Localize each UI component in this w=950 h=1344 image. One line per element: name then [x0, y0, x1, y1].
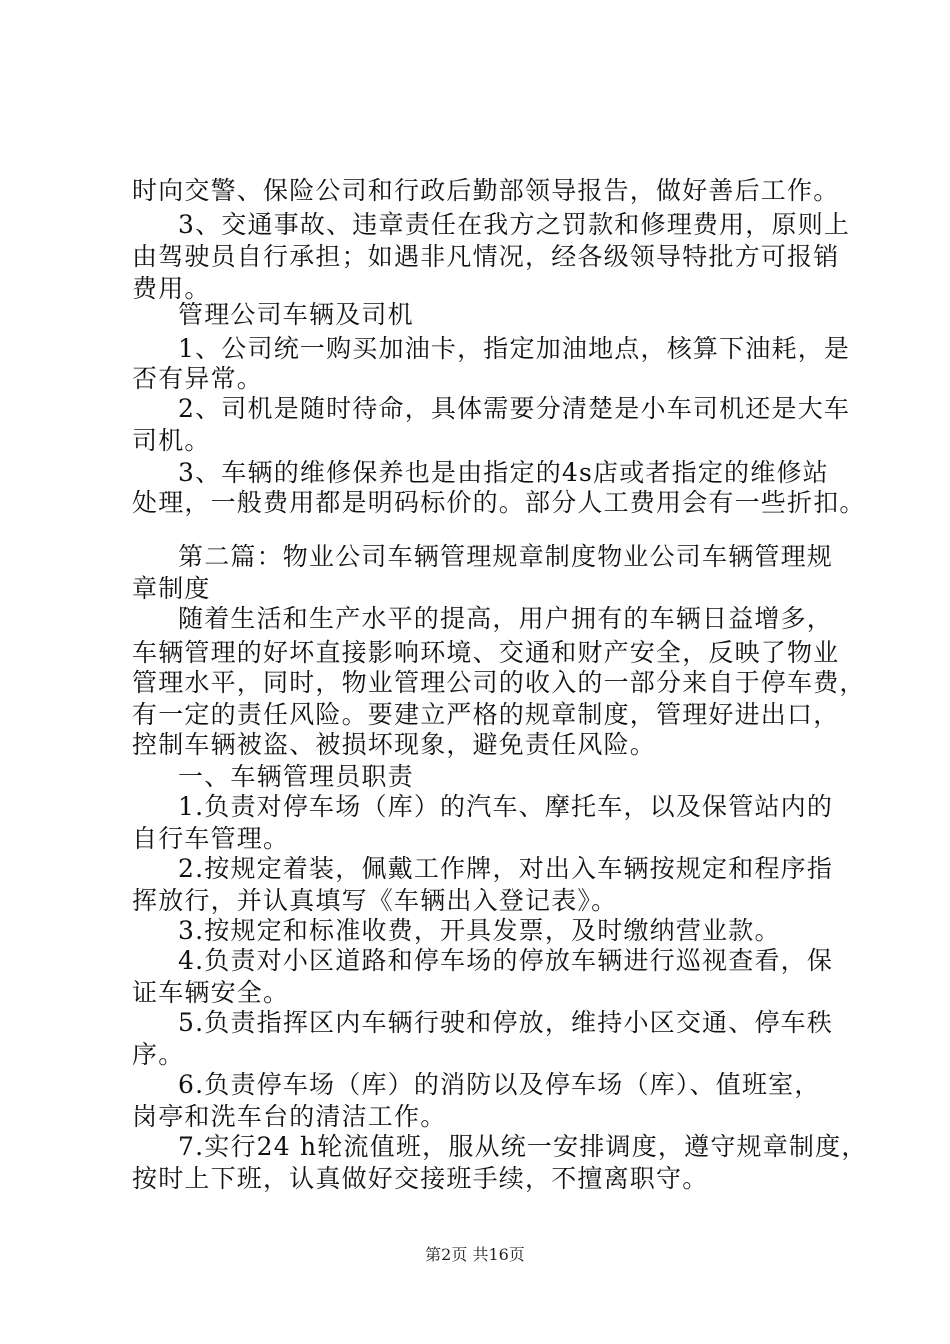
section-heading: 管理公司车辆及司机: [178, 300, 414, 329]
text-line: 6.负责停车场（库）的消防以及停车场（库）、值班室，: [178, 1070, 821, 1099]
text-line: 7.实行24 h轮流值班，服从统一安排调度，遵守规章制度，: [178, 1132, 868, 1161]
text-line: 挥放行，并认真填写《车辆出入登记表》。: [132, 886, 618, 915]
text-line: 按时上下班，认真做好交接班手续，不擅离职守。: [132, 1164, 709, 1193]
text-line: 3、车辆的维修保养也是由指定的4s店或者指定的维修站: [178, 458, 829, 487]
text-line: 5.负责指挥区内车辆行驶和停放，维持小区交通、停车秩: [178, 1008, 834, 1037]
text-line: 4.负责对小区道路和停车场的停放车辆进行巡视查看，保: [178, 946, 834, 975]
text-line: 控制车辆被盗、被损坏现象，避免责任风险。: [132, 730, 657, 759]
text-line: 1、公司统一购买加油卡，指定加油地点，核算下油耗，是: [178, 334, 851, 363]
text-line: 1.负责对停车场（库）的汽车、摩托车，以及保管站内的: [178, 792, 834, 821]
text-line: 2.按规定着装，佩戴工作牌，对出入车辆按规定和程序指: [178, 854, 834, 883]
chapter-title: 第二篇：物业公司车辆管理规章制度物业公司车辆管理规: [178, 542, 834, 571]
text-line: 有一定的责任风险。要建立严格的规章制度，管理好进出口，: [132, 700, 840, 729]
chapter-title: 章制度: [132, 574, 211, 603]
text-line: 时向交警、保险公司和行政后勤部领导报告，做好善后工作。: [132, 176, 840, 205]
text-line: 3、交通事故、违章责任在我方之罚款和修理费用，原则上: [178, 210, 851, 239]
text-line: 随着生活和生产水平的提高，用户拥有的车辆日益增多，: [178, 604, 834, 633]
text-line: 费用。: [132, 274, 211, 303]
text-line: 证车辆安全。: [132, 978, 290, 1007]
text-line: 3.按规定和标准收费，开具发票，及时缴纳营业款。: [178, 916, 781, 945]
text-line: 处理，一般费用都是明码标价的。部分人工费用会有一些折扣。: [132, 488, 866, 517]
text-line: 否有异常。: [132, 364, 264, 393]
text-line: 管理水平，同时，物业管理公司的收入的一部分来自于停车费，: [132, 668, 866, 697]
text-line: 2、司机是随时待命，具体需要分清楚是小车司机还是大车: [178, 394, 851, 423]
page-number: 第2页 共16页: [425, 1245, 525, 1264]
text-line: 序。: [132, 1040, 185, 1069]
section-heading: 一、车辆管理员职责: [178, 762, 414, 791]
text-line: 自行车管理。: [132, 824, 290, 853]
text-line: 由驾驶员自行承担；如遇非凡情况，经各级领导特批方可报销: [132, 242, 840, 271]
text-line: 岗亭和洗车台的清洁工作。: [132, 1102, 447, 1131]
text-line: 车辆管理的好坏直接影响环境、交通和财产安全，反映了物业: [132, 638, 840, 667]
text-line: 司机。: [132, 426, 211, 455]
